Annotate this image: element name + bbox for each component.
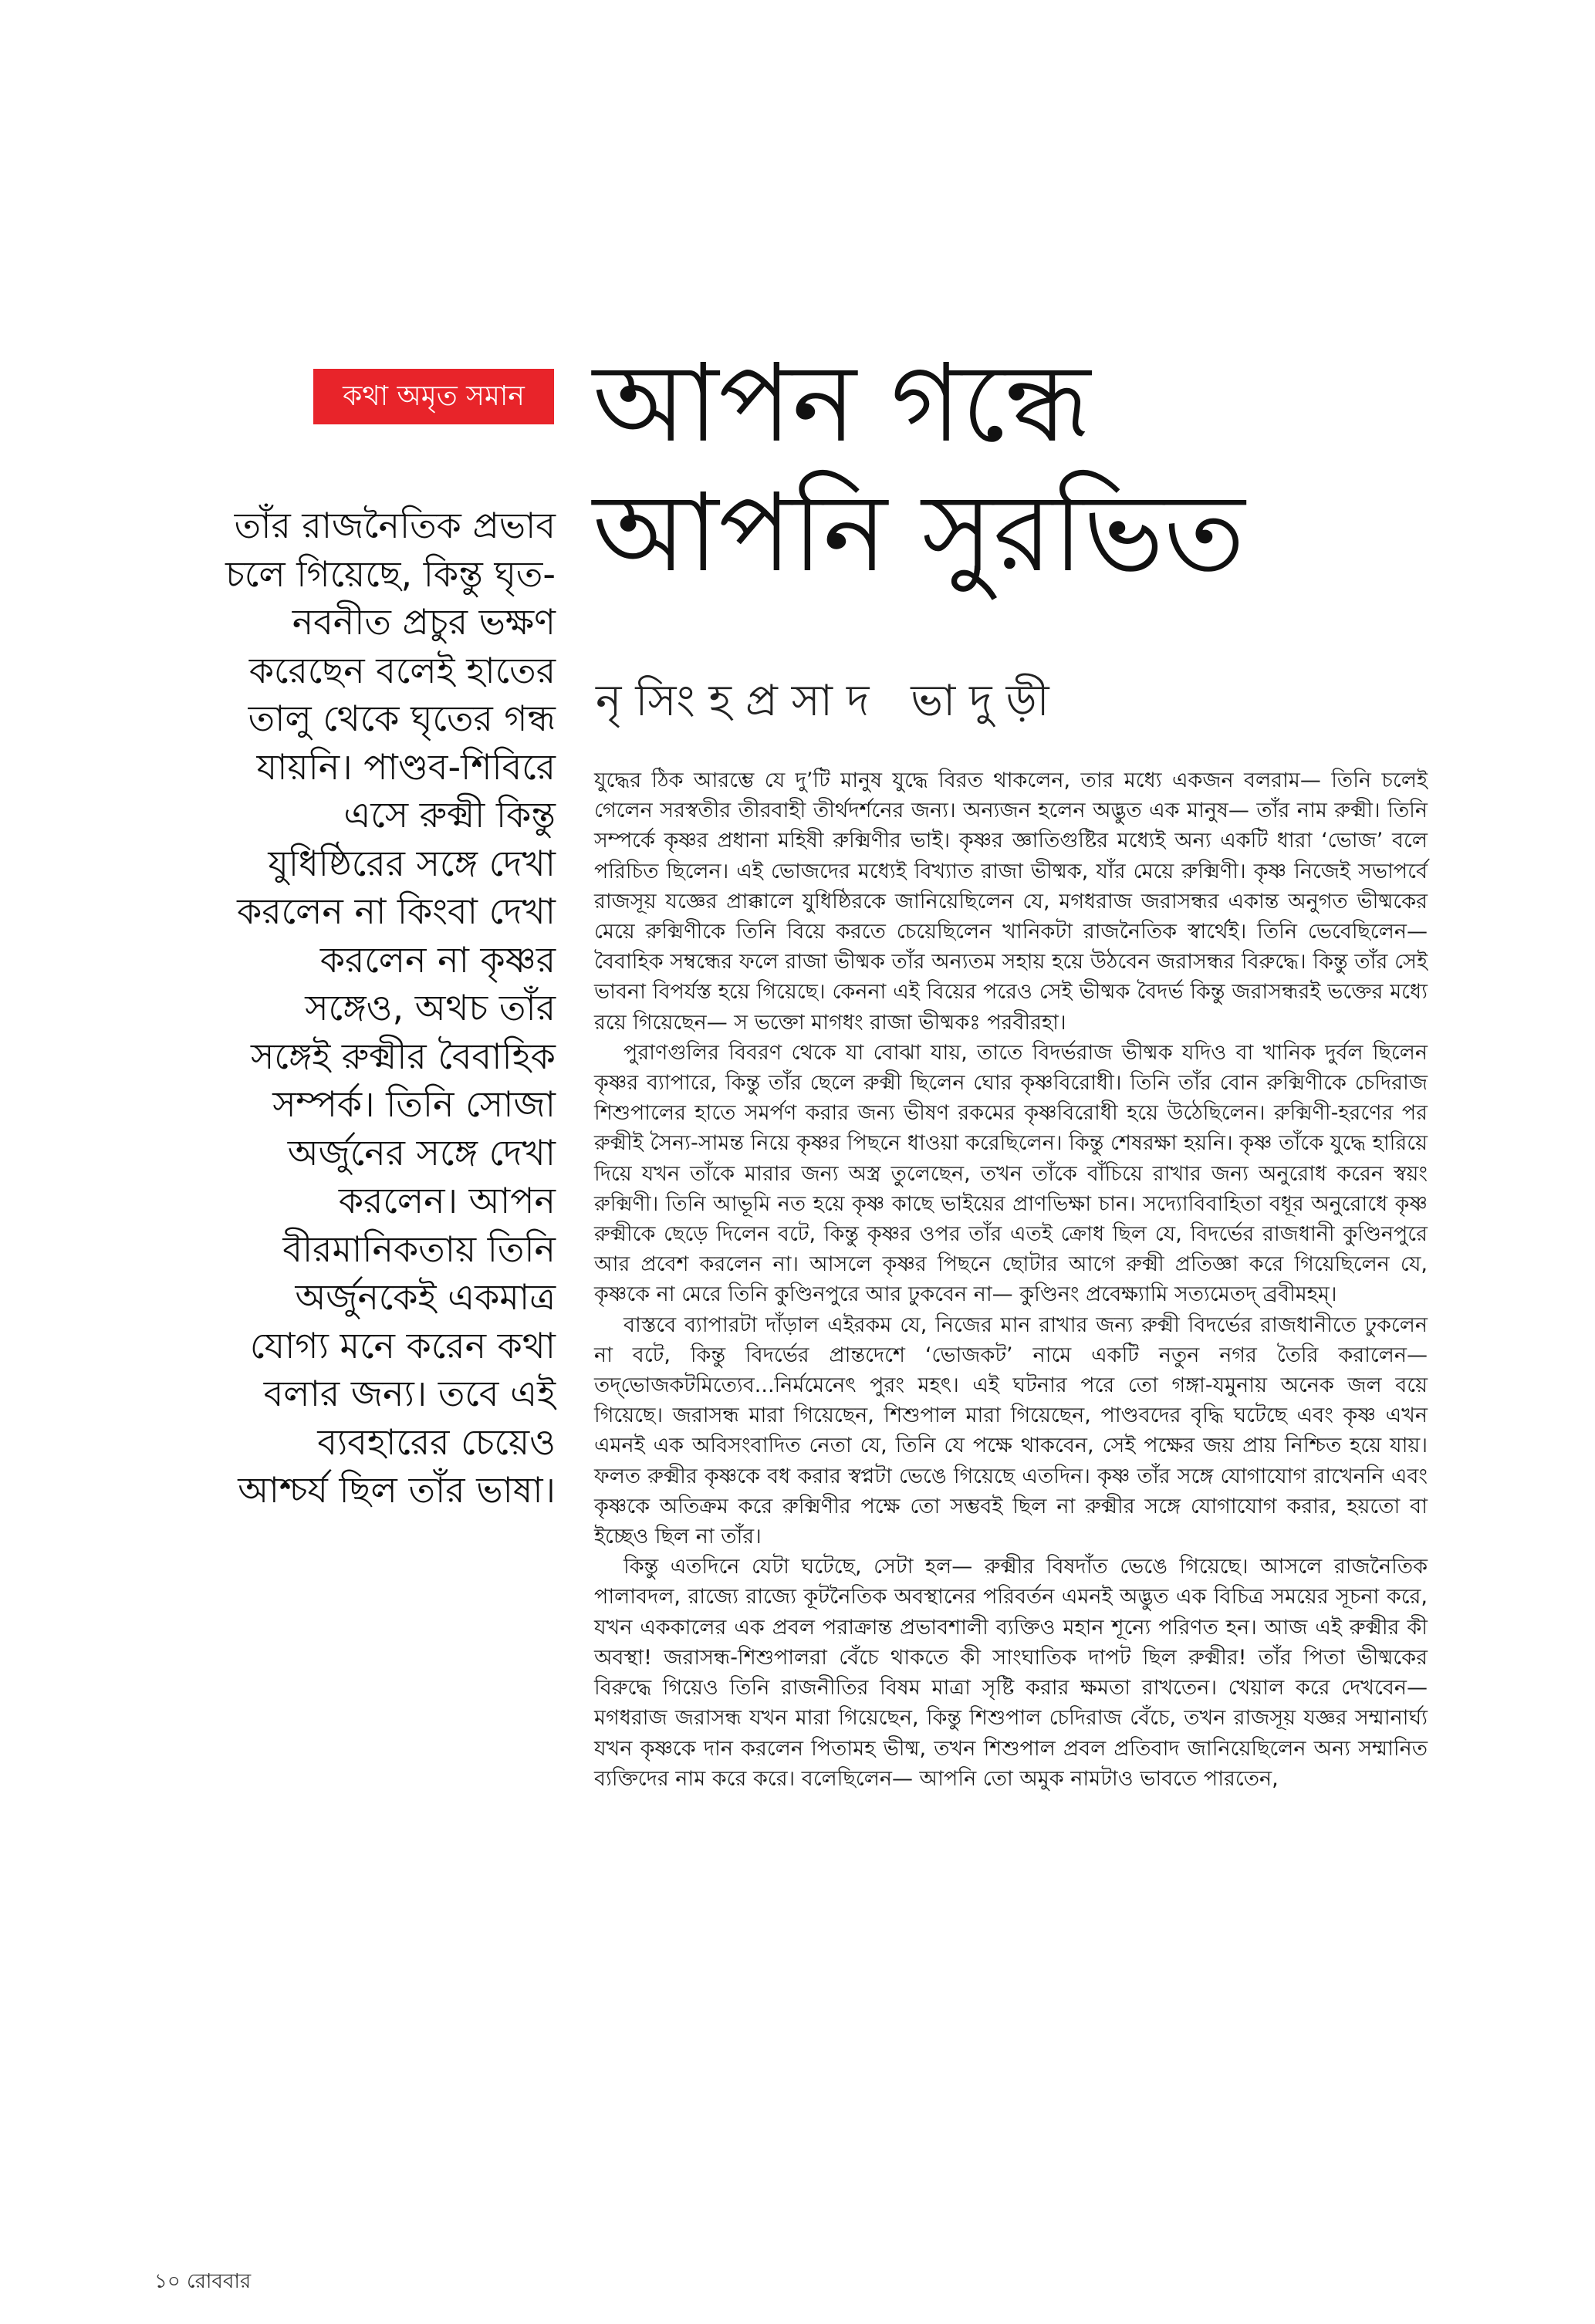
article-title xyxy=(593,339,1557,599)
pull-quote xyxy=(154,502,556,1515)
pull-quote-line: যুধিষ্ঠিরের সঙ্গে দেখা xyxy=(268,842,556,884)
pull-quote-line: বলার জন্য। তবে এই xyxy=(263,1373,556,1414)
pull-quote-line: করেছেন বলেই হাতের xyxy=(248,649,556,691)
pull-quote-line: সম্পর্ক। তিনি সোজা xyxy=(272,1083,556,1125)
author-byline: নৃসিংহপ্রসাদ ভাদুড়ী xyxy=(596,676,1063,726)
title-line-1: আপন গন্ধে xyxy=(593,341,1091,467)
pull-quote-line: ব্যবহারের চেয়েও xyxy=(317,1420,556,1463)
pull-quote-line: তাঁর রাজনৈতিক প্রভাব xyxy=(234,505,556,546)
pull-quote-line: সঙ্গেই রুক্মীর বৈবাহিক xyxy=(250,1035,556,1077)
pull-quote-line: করলেন। আপন xyxy=(338,1180,556,1221)
body-paragraph: পুরাণগুলির বিবরণ থেকে যা বোঝা যায়, তাতে বিদর্ভরাজ ভীষ্মক যদিও বা খানিক দুর্বল ছিলেন কৃষ্ণর ব্যাপারে, কিন্তু তাঁর ছেলে রুক্মী ছিলেন ঘোর কৃষ্ণবিরোধী। তিনি তাঁর বোন রুক্মিণীকে চেদিরাজ শিশুপালের হাতে সমর্পণ করার জন্য ভীষণ রকমের কৃষ্ণবিরোধী হয়ে উঠেছিলেন। রুক্মিণী-হরণের পর রুক্মীই সৈন্য-সামন্ত নিয়ে কৃষ্ণর পিছনে ধাওয়া করেছিলেন। কিন্তু শেষরক্ষা হয়নি। কৃষ্ণ তাঁকে যুদ্ধে হারিয়ে দিয়ে যখন তাঁকে মারার জন্য অস্ত্র তুলেছেন, তখন তাঁকে বাঁচিয়ে রাখার জন্য অনুরোধ করেন স্বয়ং রুক্মিণী। তিনি আভূমি নত হয়ে কৃষ্ণ কাছে ভাইয়ের প্রাণভিক্ষা চান। সদ্যোবিবাহিতা বধূর অনুরোধে কৃষ্ণ রুক্মীকে ছেড়ে দিলেন বটে, কিন্তু কৃষ্ণর ওপর তাঁর এতই ক্রোধ ছিল যে, বিদর্ভের রাজধানী কুণ্ডিনপুরে আর প্রবেশ করলেন না। আসলে কৃষ্ণর পিছনে ছোটার আগে রুক্মী প্রতিজ্ঞা করে গিয়েছিলেন যে, কৃষ্ণকে না মেরে তিনি কুণ্ডিনপুরে আর ঢুকবেন না— কুণ্ডিনং প্রবেক্ষ্যামি সত্যমেতদ্ ব্রবীমহম্। xyxy=(594,1040,1428,1307)
pull-quote-line: অর্জুনের সঙ্গে দেখা xyxy=(287,1131,556,1174)
pull-quote-line: এসে রুক্মী কিন্তু xyxy=(343,794,556,836)
article-body xyxy=(594,765,1428,1794)
body-paragraph: কিন্তু এতদিনে যেটা ঘটেছে, সেটা হল— রুক্মীর বিষদাঁত ভেঙে গিয়েছে। আসলে রাজনৈতিক পালাবদল, রাজ্যে রাজ্যে কূটনৈতিক অবস্থানের পরিবর্তন এমনই অদ্ভুত এক বিচিত্র সময়ের সূচনা করে, যখন এককালের এক প্রবল পরাক্রান্ত প্রভাবশালী ব্যক্তিও মহান শূন্যে পরিণত হন। আজ এই রুক্মীর কী অবস্থা! জরাসন্ধ-শিশুপালরা বেঁচে থাকতে কী সাংঘাতিক দাপট ছিল রুক্মীর! তাঁর পিতা ভীষ্মকের বিরুদ্ধে গিয়েও তিনি রাজনীতির বিষম মাত্রা সৃষ্টি করার ক্ষমতা রাখতেন। খেয়াল করে দেখবেন— মগধরাজ জরাসন্ধ যখন মারা গিয়েছেন, কিন্তু শিশুপাল চেদিরাজ বেঁচে, তখন রাজসূয় যজ্ঞর সম্মানার্ঘ্য যখন কৃষ্ণকে দান করলেন পিতামহ ভীষ্ম, তখন শিশুপাল প্রবল প্রতিবাদ জানিয়েছিলেন অন্য সম্মানিত ব্যক্তিদের নাম করে করে। বলেছিলেন— আপনি তো অমুক নামটাও ভাবতে পারতেন, xyxy=(594,1555,1428,1791)
pull-quote-line: তালু থেকে ঘৃতের গন্ধ xyxy=(248,698,556,739)
pull-quote-line: করলেন না কৃষ্ণর xyxy=(319,938,556,981)
body-paragraph: যুদ্ধের ঠিক আরম্ভে যে দু’টি মানুষ যুদ্ধে বিরত থাকলেন, তার মধ্যে একজন বলরাম— তিনি চলেই গেলেন সরস্বতীর তীরবাহী তীর্থদর্শনের জন্য। অন্যজন হলেন অদ্ভুত এক মানুষ— তাঁর নাম রুক্মী। তিনি সম্পর্কে কৃষ্ণর প্রধানা মহিষী রুক্মিণীর ভাই। কৃষ্ণর জ্ঞাতিগুষ্টির মধ্যেই অন্য একটি ধারা ‘ভোজ’ বলে পরিচিত ছিলেন। এই ভোজদের মধ্যেই বিখ্যাত রাজা ভীষ্মক, যাঁর মেয়ে রুক্মিণী। কৃষ্ণ নিজেই সভাপর্বে রাজসূয় যজ্ঞের প্রাক্কালে যুধিষ্ঠিরকে জানিয়েছিলেন যে, মগধরাজ জরাসন্ধর একান্ত অনুগত ভীষ্মকের মেয়ে রুক্মিণীকে তিনি বিয়ে করতে চেয়েছিলেন খানিকটা রাজনৈতিক স্বার্থেই। তিনি ভেবেছিলেন— বৈবাহিক সম্বন্ধের ফলে রাজা ভীষ্মক তাঁর অন্যতম সহায় হয়ে উঠবেন জরাসন্ধর বিরুদ্ধে। কিন্তু তাঁর সেই ভাবনা বিপর্যস্ত হয়ে গিয়েছে। কেননা এই বিয়ের পরেও সেই ভীষ্মক বৈদর্ভ কিন্তু জরাসন্ধরই ভক্তের মধ্যে রয়ে গিয়েছেন— স ভক্তো মাগধং রাজা ভীষ্মকঃ পরবীরহা। xyxy=(594,768,1428,1035)
title-line-2: আপনি সুরভিত xyxy=(593,471,1245,596)
pull-quote-line: যোগ্য মনে করেন কথা xyxy=(249,1324,556,1366)
section-tag: কথা অমৃত সমান xyxy=(313,369,554,424)
pull-quote-line: অর্জুনকেই একমাত্র xyxy=(295,1276,556,1318)
pull-quote-line: যায়নি। পাণ্ডব-শিবিরে xyxy=(256,745,556,788)
pull-quote-line: চলে গিয়েছে, কিন্তু ঘৃত- xyxy=(225,552,556,595)
pull-quote-line: করলেন না কিংবা দেখা xyxy=(237,890,556,932)
pull-quote-line: বীরমানিকতায় তিনি xyxy=(282,1228,556,1270)
body-paragraph: বাস্তবে ব্যাপারটা দাঁড়াল এইরকম যে, নিজের মান রাখার জন্য রুক্মী বিদর্ভের রাজধানীতে ঢুকলেন না বটে, কিন্তু বিদর্ভের প্রান্তদেশে ‘ভোজকট’ নামে একটি নতুন নগর তৈরি করালেন— তদ্‌ভোজকটমিত্যেব...নির্মমেনেৎ পুরং মহৎ। এই ঘটনার পরে তো গঙ্গা-যমুনায় অনেক জল বয়ে গিয়েছে। জরাসন্ধ মারা গিয়েছেন, শিশুপাল মারা গিয়েছেন, পাণ্ডবদের বৃদ্ধি ঘটেছে এবং কৃষ্ণ এখন এমনই এক অবিসংবাদিত নেতা যে, তিনি যে পক্ষে থাকবেন, সেই পক্ষের জয় প্রায় নিশ্চিত হয়ে যায়। ফলত রুক্মীর কৃষ্ণকে বধ করার স্বপ্নটা ভেঙে গিয়েছে এতদিন। কৃষ্ণ তাঁর সঙ্গে যোগাযোগ রাখেননি এবং কৃষ্ণকে অতিক্রম করে রুক্মিণীর পক্ষে তো সম্ভবই ছিল না রুক্মীর সঙ্গে যোগাযোগ করার, হয়তো বা ইচ্ছেও ছিল না তাঁর। xyxy=(594,1312,1428,1549)
page-footer: ১০ রোববার xyxy=(154,2270,252,2293)
pull-quote-line: নবনীত প্রচুর ভক্ষণ xyxy=(292,601,556,643)
pull-quote-line: আশ্চর্য ছিল তাঁর ভাষা। xyxy=(238,1469,556,1511)
pull-quote-line: সঙ্গেও, অথচ তাঁর xyxy=(305,987,556,1029)
